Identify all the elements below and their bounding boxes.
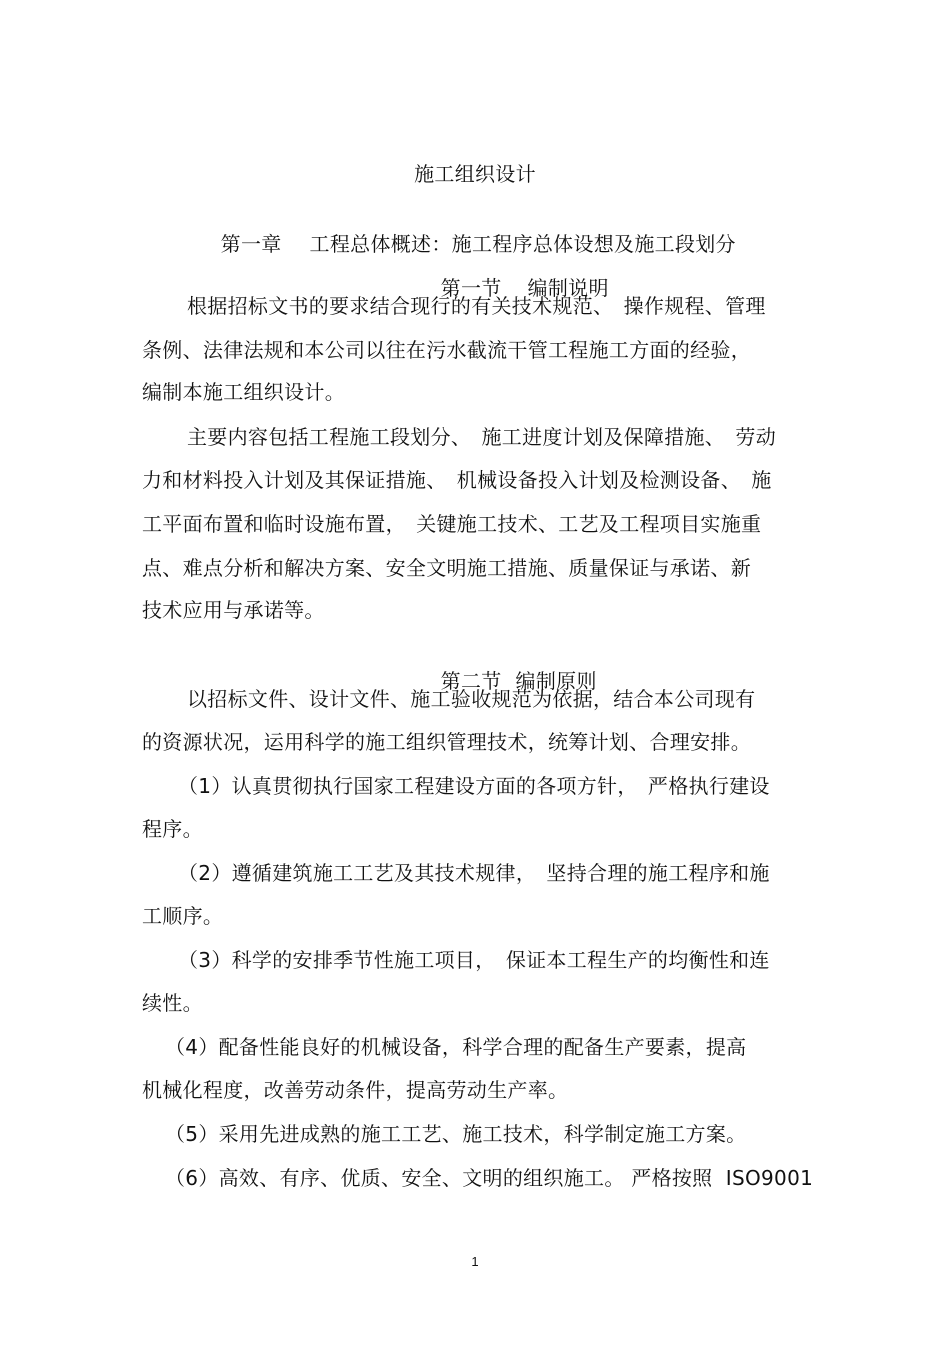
text-line: 根据招标文书的要求结合现行的有关技术规范、 操作规程、管理 xyxy=(187,294,766,318)
section-1-number: 第一节 xyxy=(440,276,502,300)
text-line: 续性。 xyxy=(142,991,203,1015)
text-line: 点、难点分析和解决方案、安全文明施工措施、质量保证与承诺、新 xyxy=(142,556,751,580)
chapter-number: 第一章 xyxy=(220,232,282,256)
text-line: 工顺序。 xyxy=(142,904,224,928)
text-line: （2）遵循建筑施工工艺及其技术规律， 坚持合理的施工程序和施 xyxy=(178,861,770,885)
text-line: 编制本施工组织设计。 xyxy=(142,380,345,404)
text-line: 力和材料投入计划及其保证措施、 机械设备投入计划及检测设备、 施 xyxy=(142,468,772,492)
text-line: （3）科学的安排季节性施工项目， 保证本工程生产的均衡性和连 xyxy=(178,948,770,972)
section-1-title: 编制说明 xyxy=(527,276,609,300)
text-line: （1）认真贯彻执行国家工程建设方面的各项方针， 严格执行建设 xyxy=(178,774,770,798)
text-line: （6）高效、有序、优质、安全、文明的组织施工。 严格按照 ISO9001 xyxy=(165,1166,814,1190)
text-line: （5）采用先进成熟的施工工艺、施工技术，科学制定施工方案。 xyxy=(165,1122,747,1146)
section-2-title: 编制原则 xyxy=(515,669,597,693)
text-line: （4）配备性能良好的机械设备，科学合理的配备生产要素，提高 xyxy=(165,1035,747,1059)
text-line: 工平面布置和临时设施布置， 关键施工技术、工艺及工程项目实施重 xyxy=(142,512,762,536)
chapter-title: 工程总体概述：施工程序总体设想及施工段划分 xyxy=(309,232,736,256)
text-line: 条例、法律法规和本公司以往在污水截流干管工程施工方面的经验， xyxy=(142,338,751,362)
text-line: 程序。 xyxy=(142,817,203,841)
text-line: 机械化程度，改善劳动条件，提高劳动生产率。 xyxy=(142,1078,569,1102)
text-line: 以招标文件、设计文件、施工验收规范为依据，结合本公司现有 xyxy=(187,687,756,711)
text-line: 技术应用与承诺等。 xyxy=(142,598,325,622)
document-title: 施工组织设计 xyxy=(414,162,536,186)
text-line: 主要内容包括工程施工段划分、 施工进度计划及保障措施、 劳动 xyxy=(187,425,776,449)
section-2-number: 第二节 xyxy=(440,669,502,693)
text-line: 的资源状况，运用科学的施工组织管理技术，统筹计划、合理安排。 xyxy=(142,730,751,754)
page-number: 1 xyxy=(471,1254,479,1269)
